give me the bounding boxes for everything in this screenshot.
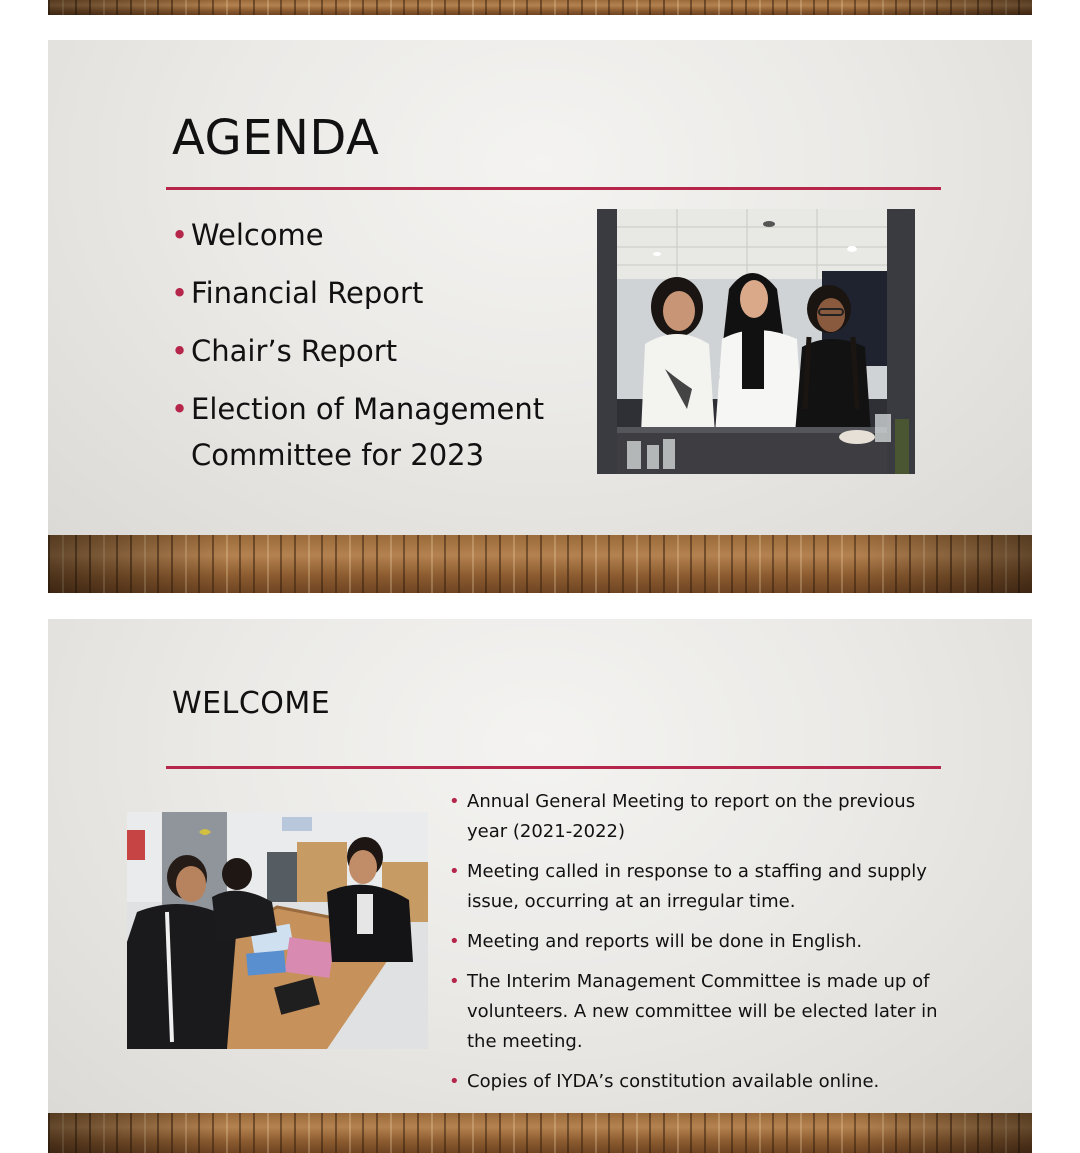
welcome-list [449, 787, 945, 1097]
slide-title: WELCOME [172, 686, 331, 721]
list-item [449, 787, 945, 847]
floor-strip-top [48, 0, 1032, 15]
list-item [171, 386, 591, 478]
list-item [449, 927, 945, 957]
floor-strip-welcome [48, 1113, 1032, 1153]
title-divider [166, 766, 941, 769]
list-item [449, 967, 945, 1057]
item-text: Financial Report [191, 276, 424, 310]
slide-welcome[interactable] [48, 619, 1032, 1113]
bullet-icon: • [449, 791, 460, 812]
bullet-icon: • [171, 334, 189, 368]
slide-agenda[interactable] [48, 40, 1032, 535]
list-item [171, 270, 591, 316]
list-item [449, 857, 945, 917]
bullet-icon: • [171, 218, 189, 252]
list-item [171, 328, 591, 374]
item-text: Welcome [191, 218, 324, 252]
floor-strip-agenda [48, 535, 1032, 593]
agenda-photo-image [597, 209, 915, 474]
item-text: Chair’s Report [191, 334, 398, 368]
agenda-list [171, 212, 591, 478]
item-text: Meeting called in response to a staffing and supply issue, occurring at an irregular time. [467, 861, 927, 912]
item-text: Copies of IYDA’s constitution available online. [467, 1071, 880, 1092]
bullet-icon: • [449, 971, 460, 992]
welcome-photo [127, 812, 428, 1049]
item-text: Election of Management Committee for 2023 [191, 392, 545, 472]
welcome-photo-image [127, 812, 428, 1049]
title-divider [166, 187, 941, 190]
bullet-icon: • [449, 931, 460, 952]
slide-title: AGENDA [172, 110, 380, 166]
agenda-photo [597, 209, 915, 474]
list-item [171, 212, 591, 258]
list-item [449, 1067, 945, 1097]
bullet-icon: • [449, 861, 460, 882]
bullet-icon: • [449, 1071, 460, 1092]
item-text: The Interim Management Committee is made up of volunteers. A new committee will be elected later in the meeting. [467, 971, 938, 1052]
bullet-icon: • [171, 392, 189, 426]
item-text: Annual General Meeting to report on the previous year (2021-2022) [467, 791, 916, 842]
item-text: Meeting and reports will be done in English. [467, 931, 863, 952]
bullet-icon: • [171, 276, 189, 310]
